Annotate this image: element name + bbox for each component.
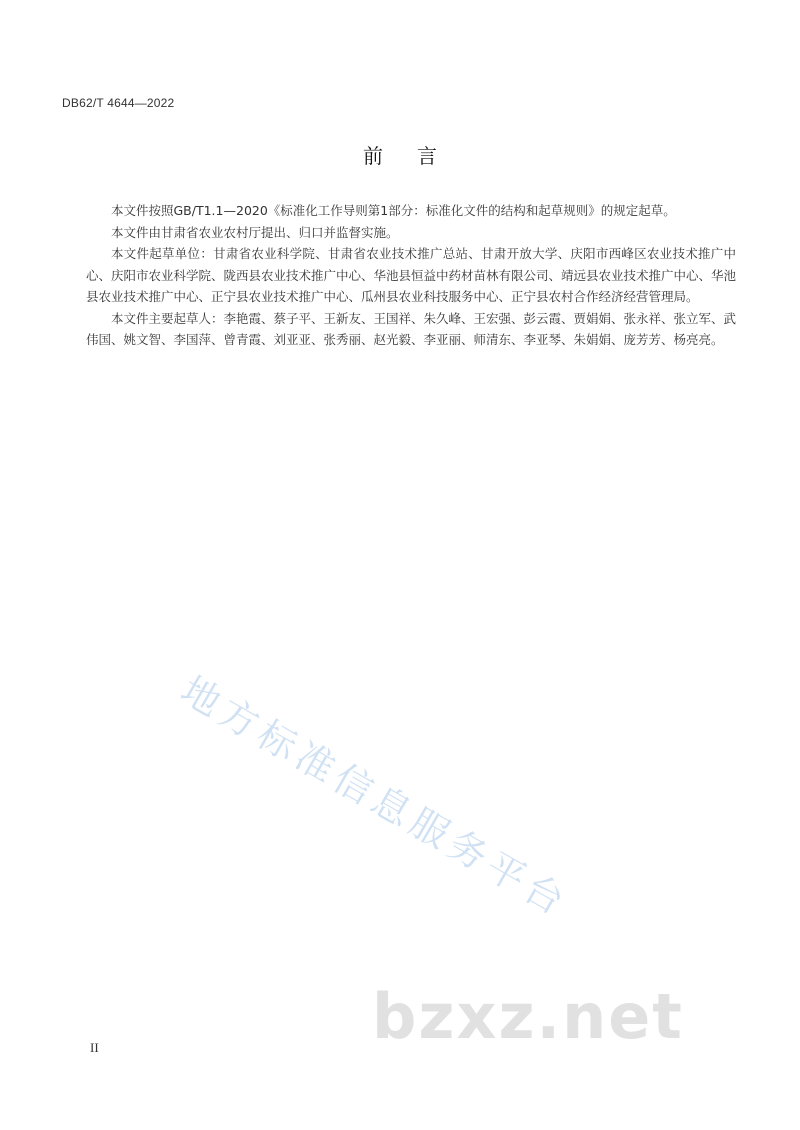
document-code: DB62/T 4644—2022 <box>62 96 175 110</box>
watermark-text: 地方标准信息服务平台 <box>173 667 577 926</box>
paragraph-drafting-units: 本文件起草单位：甘肃省农业科学院、甘肃省农业技术推广总站、甘肃开放大学、庆阳市西峰区农业技术推广中心、庆阳市农业科学院、陇西县农业技术推广中心、华池县恒益中药材苗林有限公司、靖远县农业技术推广中心、华池县农业技术推广中心、正宁县农业技术推广中心、瓜州县农业科技服务中心、正宁县农村合作经济经营管理局。 <box>86 246 737 304</box>
page-number: II <box>90 1040 99 1055</box>
foreword-body <box>86 200 736 351</box>
paragraph-proposer: 本文件由甘肃省农业农村厅提出、归口并监督实施。 <box>111 224 399 240</box>
site-logo-watermark: bzxz.net <box>372 980 684 1053</box>
paragraph-drafters: 本文件主要起草人：李艳霞、蔡子平、王新友、王国祥、朱久峰、王宏强、彭云霞、贾娟娟、张永祥、张立军、武伟国、姚文智、李国萍、曾青霞、刘亚亚、张秀丽、赵光毅、李亚丽、师清东、李亚琴、朱娟娟、庞芳芳、杨亮亮。 <box>86 310 737 347</box>
paragraph-drafting-rules: 本文件按照GB/T1.1—2020《标准化工作导则第1部分：标准化文件的结构和起草规则》的规定起草。 <box>111 203 676 218</box>
title-char-2: 言 <box>417 144 437 168</box>
title-char-1: 前 <box>363 144 383 168</box>
page-title <box>0 140 800 169</box>
